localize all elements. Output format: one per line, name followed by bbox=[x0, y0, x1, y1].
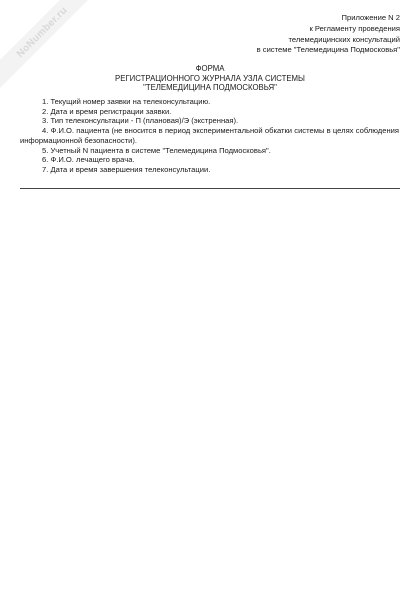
field-item: 2. Дата и время регистрации заявки. bbox=[42, 106, 172, 116]
field-item: 3. Тип телеконсультации - П (плановая)/Э (экстренная). bbox=[42, 116, 239, 126]
appendix-line: Приложение N 2 bbox=[341, 13, 400, 22]
heading-line: РЕГИСТРАЦИОННОГО ЖУРНАЛА УЗЛА СИСТЕМЫ bbox=[115, 73, 305, 83]
field-item: 6. Ф.И.О. лечащего врача. bbox=[42, 155, 135, 165]
appendix-note bbox=[257, 13, 400, 56]
heading-line: "ТЕЛЕМЕДИЦИНА ПОДМОСКОВЬЯ" bbox=[143, 83, 277, 93]
form-heading bbox=[0, 64, 420, 93]
field-item: 7. Дата и время завершения телеконсультации. bbox=[42, 164, 211, 174]
watermark-text: NoNumber.ru bbox=[14, 4, 70, 60]
field-item: 1. Текущий номер заявки на телеконсультацию. bbox=[42, 97, 211, 106]
field-list bbox=[20, 97, 399, 175]
field-item: 4. Ф.И.О. пациента (не вносится в период экспериментальной обкатки системы в целях соблюдения информационной безопасности). bbox=[20, 126, 399, 145]
appendix-line: телемедицинских консультаций bbox=[288, 34, 400, 44]
appendix-line: в системе "Телемедицина Подмосковья" bbox=[256, 45, 400, 55]
divider-line bbox=[20, 188, 400, 189]
appendix-line: к Регламенту проведения bbox=[309, 23, 400, 33]
heading-line: ФОРМА bbox=[195, 64, 225, 73]
field-item: 5. Учетный N пациента в системе "Телемедицина Подмосковья". bbox=[42, 145, 271, 155]
